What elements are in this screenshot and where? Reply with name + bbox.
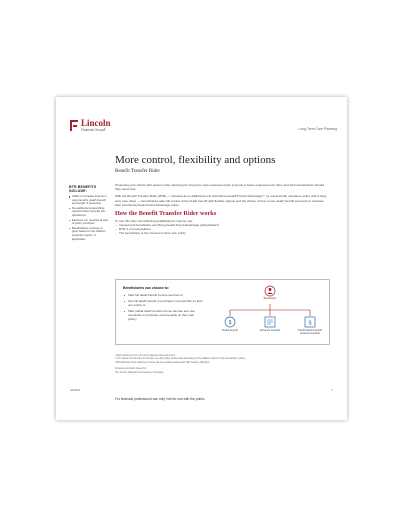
insurer-name: The Lincoln National Life Insurance Company — [115, 370, 164, 374]
qualification-item: – BTR is on both policies — [115, 227, 330, 231]
footnote: ¹ Both policies do not need to be issued at the same time. — [115, 354, 176, 357]
beneficiary-person-icon — [265, 286, 275, 296]
svg-text:$: $ — [308, 320, 312, 327]
qualifications-intro: To use this rider, the following qualifications must be met: — [115, 219, 194, 224]
document-page — [56, 97, 347, 420]
sidebar-item: Elections not required at time of policy purchase — [69, 219, 109, 226]
lincoln-logo-mark-icon — [70, 120, 78, 131]
btr-benefits-sidebar — [69, 185, 109, 242]
document-icon — [265, 317, 275, 327]
page-number: 1 — [331, 389, 333, 392]
choice-item: Use full death benefit to purchase more benefits on their own policy or — [123, 299, 203, 307]
choice-item: Take partial death benefit income tax-free and use remainder to purchase more benefits on their own policy³ — [123, 309, 203, 321]
footnotes — [115, 354, 330, 374]
page-title: More control, flexibility and options — [115, 154, 276, 166]
qualification-item: – The beneficiary is the insured on their own policy — [115, 231, 330, 235]
choice-item: Take full death benefit income tax-free³ or — [123, 293, 203, 297]
logo-name: Lincoln — [81, 118, 111, 128]
page-subtitle: Benefit Transfer Rider — [115, 169, 160, 174]
sidebar-title: BTR BENEFITS INCLUDE: — [69, 185, 97, 193]
choices-box — [115, 279, 330, 345]
choices-heading: Beneficiaries can choose to: — [123, 286, 169, 290]
intro-paragraph: With the Benefit Transfer Rider (BTR) — included at no additional cost with MoneyGuard® Fixed Advantage℠ (a universal life insurance policy with a long-term care rider) — beneficiaries gain full control of the death benefit with flexible options and the choice of how to use death benefit proceeds to enhance their own MoneyGuard Fixed Advantage policy. — [115, 194, 327, 207]
svg-text:$: $ — [228, 320, 232, 326]
beneficiary-label: Beneficiary — [263, 297, 277, 300]
lincoln-logo — [70, 119, 111, 132]
intro-paragraph: Protecting your clients with options when planning for long-term care expenses helps promote a better experience for them and their beneficiaries should they need care. — [115, 183, 324, 192]
footnote: ³ Beneficiaries must submit an income tax-free death benefit under IRC Section 101(a)(1). — [115, 360, 211, 364]
money-bag-icon — [225, 317, 235, 327]
footnote: ² LTC values will continue to increase on each policy anniversary according to the inflation option on the beneficiary's policy. — [115, 357, 246, 361]
sidebar-item: Ability to increase long-term care benefits, death benefit and length of protection — [69, 195, 109, 206]
section-heading: How the Benefit Transfer Rider works — [115, 210, 217, 218]
footer-notice: For financial professional use only. Not for use with the public. — [115, 397, 206, 401]
diagram-node-label: Enhance benefits — [259, 329, 281, 332]
diagram-node-label: Partial death benefit/ enhance benefits — [298, 329, 322, 335]
sidebar-item: Beneficiaries continue to grow based on the inflation protection option, if applicable¹ — [69, 227, 109, 241]
money-document-icon — [305, 317, 315, 327]
section-label: Long-Term Care Planning — [298, 127, 337, 131]
footer-date: 4/6/2022 — [70, 389, 81, 392]
main-content — [115, 183, 330, 238]
sidebar-item: No additional underwriting required when benefits are transferred — [69, 207, 109, 218]
beneficiary-diagram — [212, 282, 327, 344]
diagram-node-label: Death benefit — [222, 329, 238, 332]
qualification-item: – Insured and beneficiary are MoneyGuard Fixed Advantage policyholders² — [115, 223, 330, 227]
insured-by-line: Insurance products issued by: — [115, 367, 147, 371]
logo-subtitle: Financial Group® — [81, 128, 106, 132]
